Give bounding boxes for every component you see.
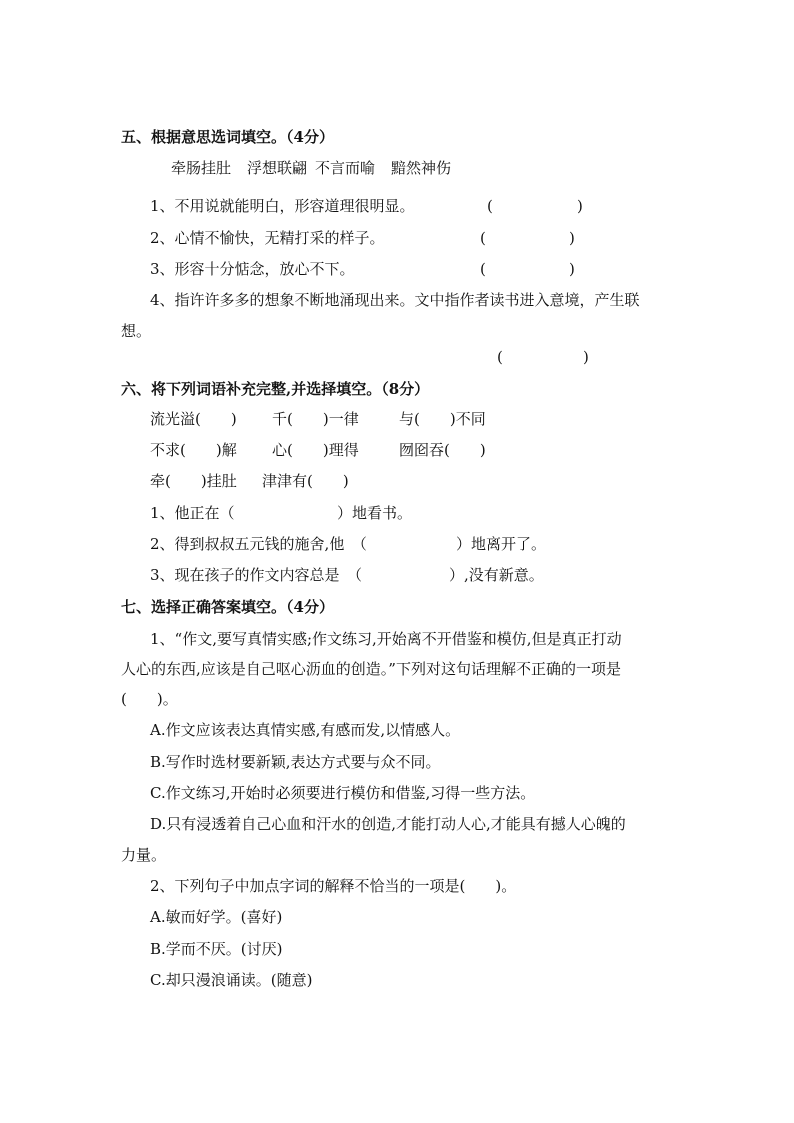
question-6-3-suffix: ）,没有新意。 xyxy=(449,566,544,584)
answer-blank-close: ) xyxy=(569,229,575,247)
word-bank xyxy=(171,158,451,178)
idiom-item: 不求( )解 xyxy=(150,441,237,459)
question-6-2-suffix: ）地离开了。 xyxy=(456,535,547,553)
idiom-item: 千( )一律 xyxy=(272,410,359,428)
question-7-1-line: 人心的东西,应该是自己呕心沥血的创造。”下列对这句话理解不正确的一项是 xyxy=(121,660,621,678)
idiom-item: 囫囵吞( ) xyxy=(399,441,486,459)
idiom-item: 心( )理得 xyxy=(272,441,359,459)
question-6-1-suffix: ）地看书。 xyxy=(337,504,413,522)
question-5-4: 4、指许许多多的想象不断地涌现出来。文中指作者读书进入意境，产生联 xyxy=(150,291,640,309)
question-7-2-line: 2、下列句子中加点字词的解释不恰当的一项是( )。 xyxy=(150,877,517,895)
section-7-heading: 七、选择正确答案填空。（4分） xyxy=(121,598,334,616)
question-6-1-prefix: 1、他正在（ xyxy=(150,504,235,522)
question-6-3-prefix: 3、现在孩子的作文内容总是 （ xyxy=(150,566,363,584)
word-bank-item: 牵肠挂肚 xyxy=(171,159,232,177)
option-c: C.作文练习,开始时必须要进行模仿和借鉴,习得一些方法。 xyxy=(150,784,536,802)
option-a: A.敏而好学。(喜好) xyxy=(150,908,283,926)
idiom-item: 牵( )挂肚 xyxy=(150,472,237,490)
word-bank-item: 黯然神伤 xyxy=(391,159,452,177)
answer-blank-open: ( xyxy=(497,348,503,366)
answer-blank-open: ( xyxy=(487,197,493,215)
option-b: B.学而不厌。(讨厌) xyxy=(150,940,283,958)
answer-blank-close: ) xyxy=(583,348,589,366)
word-bank-item: 浮想联翩 xyxy=(247,159,308,177)
answer-blank-close: ) xyxy=(569,260,575,278)
question-5-2: 2、心情不愉快，无精打采的样子。 xyxy=(150,229,385,247)
idiom-item: 流光溢( ) xyxy=(150,410,237,428)
question-5-1: 1、不用说就能明白，形容道理很明显。 xyxy=(150,197,415,215)
option-a: A.作文应该表达真情实感,有感而发,以情感人。 xyxy=(150,721,461,739)
answer-blank-close: ) xyxy=(577,197,583,215)
option-d: D.只有浸透着自己心血和汗水的创造,才能打动人心,才能具有撼人心魄的 xyxy=(150,815,626,833)
answer-blank-open: ( xyxy=(480,229,486,247)
question-6-2-prefix: 2、得到叔叔五元钱的施舍,他 （ xyxy=(150,535,367,553)
question-7-1-line: 1、“作文,要写真情实感;作文练习,开始离不开借鉴和模仿,但是真正打动 xyxy=(150,630,622,648)
section-6-heading: 六、将下列词语补充完整,并选择填空。（8分） xyxy=(121,380,430,398)
question-5-3: 3、形容十分惦念，放心不下。 xyxy=(150,260,355,278)
idiom-item: 津津有( ) xyxy=(262,472,349,490)
question-5-4-continuation: 想。 xyxy=(121,322,152,340)
question-7-1-line: ( )。 xyxy=(121,690,178,708)
answer-blank-open: ( xyxy=(480,260,486,278)
option-d-continuation: 力量。 xyxy=(121,846,167,864)
option-c: C.却只漫浪诵读。(随意) xyxy=(150,971,313,989)
idiom-item: 与( )不同 xyxy=(399,410,486,428)
word-bank-item: 不言而喻 xyxy=(315,159,376,177)
section-5-heading: 五、根据意思选词填空。（4分） xyxy=(121,128,334,146)
option-b: B.写作时选材要新颖,表达方式要与众不同。 xyxy=(150,753,441,771)
